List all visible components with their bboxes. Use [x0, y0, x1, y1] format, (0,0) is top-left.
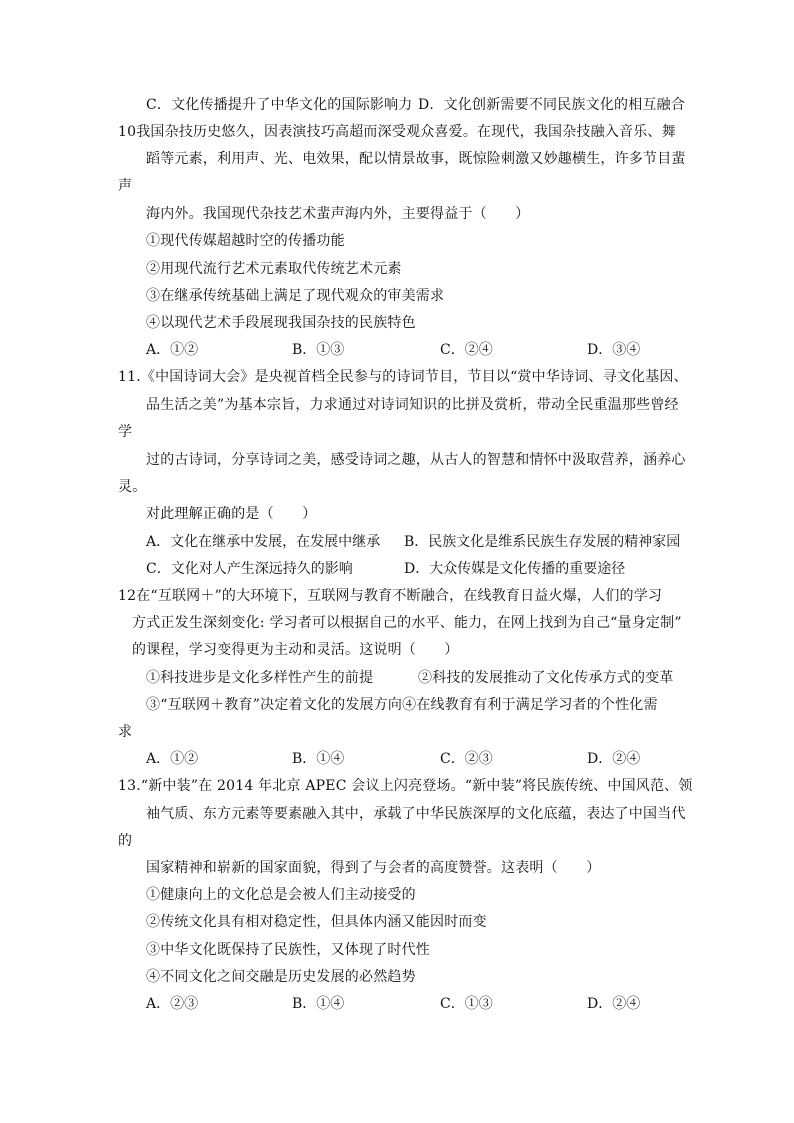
q11-stem: 学: [118, 424, 133, 440]
q12-item: ③“互联网＋教育”决定着文化的发展方向④在线教育有利于满足学习者的个性化需: [146, 697, 658, 713]
q10-option-c: C．②④: [440, 342, 493, 358]
q11-option-d: D．大众传媒是文化传播的重要途径: [404, 561, 626, 577]
q10-option-d: D．③④: [587, 342, 641, 358]
q13-stem: 13.“新中装”在 2014 年北京 APEC 会议上闪亮登场。“新中装”将民族传统、中国风范、领: [118, 778, 693, 794]
q12-option-b: B．①④: [292, 751, 345, 767]
q10-stem: 蹈等元素，利用声、光、电效果，配以情景故事，既惊险刺激又妙趣横生，许多节目蜚: [146, 151, 686, 167]
q10-stem: 海内外。我国现代杂技艺术蜚声海内外，主要得益于（ ）: [146, 206, 530, 222]
q10-option-a: A．①②: [146, 342, 199, 358]
q11-stem: 过的古诗词，分享诗词之美，感受诗词之趣，从古人的智慧和情怀中汲取营养，涵养心: [146, 452, 686, 468]
q12-item: ①科技进步是文化多样性产生的前提: [146, 670, 374, 686]
q13-option-d: D．②④: [587, 996, 641, 1012]
q11-stem: 对此理解正确的是（ ）: [146, 506, 317, 522]
q12-option-a: A．①②: [146, 751, 199, 767]
q12-option-c: C．②③: [440, 751, 493, 767]
q10-item: ③在继承传统基础上满足了现代观众的审美需求: [146, 288, 445, 304]
q10-item: ①现代传媒超越时空的传播功能: [146, 233, 345, 249]
q9-option-c: C．文化传播提升了中华文化的国际影响力: [146, 97, 413, 113]
q13-option-b: B．①④: [292, 996, 345, 1012]
q13-item: ③中华文化既保持了民族性，又体现了时代性: [146, 942, 430, 958]
q9-option-d: D．文化创新需要不同民族文化的相互融合: [418, 97, 686, 113]
q11-stem: 11.《中国诗词大会》是央视首档全民参与的诗词节目，节目以“赏中华诗词、寻文化基因、: [118, 369, 688, 385]
q10-item: ④以现代艺术手段展现我国杂技的民族特色: [146, 315, 416, 331]
q13-item: ①健康向上的文化总是会被人们主动接受的: [146, 887, 416, 903]
q13-stem: 的: [118, 833, 133, 849]
q13-stem: 国家精神和崭新的国家面貌，得到了与会者的高度赞誉。这表明（ ）: [146, 860, 601, 876]
q10-stem: 声: [118, 178, 133, 194]
q11-stem: 品生活之美”为基本宗旨，力求通过对诗词知识的比拼及赏析，带动全民重温那些曾经: [146, 397, 679, 413]
q12-stem: 方式正发生深刻变化: 学习者可以根据自己的水平、能力，在网上找到为自己“量身定制”: [132, 615, 682, 631]
q13-option-c: C．①③: [440, 996, 493, 1012]
q10-stem: 10我国杂技历史悠久，因表演技巧高超而深受观众喜爱。在现代，我国杂技融入音乐、舞: [118, 124, 676, 140]
q12-stem: 12在“互联网＋”的大环境下，互联网与教育不断融合，在线教育日益火爆，人们的学习: [118, 588, 663, 604]
q10-item: ②用现代流行艺术元素取代传统艺术元素: [146, 261, 402, 277]
q12-item: ②科技的发展推动了文化传承方式的变革: [418, 670, 674, 686]
q13-item: ②传统文化具有相对稳定性，但具体内涵又能因时而变: [146, 914, 487, 930]
q13-item: ④不同文化之间交融是历史发展的必然趋势: [146, 969, 416, 985]
q12-stem: 的课程，学习变得更为主动和灵活。这说明（ ）: [132, 642, 459, 658]
q11-stem: 灵。: [118, 479, 147, 495]
q11-option-c: C．文化对人产生深远持久的影响: [146, 561, 353, 577]
q11-option-a: A．文化在继承中发展，在发展中继承: [146, 534, 381, 550]
q13-stem: 袖气质、东方元素等要素融入其中，承载了中华民族深厚的文化底蕴，表达了中国当代: [146, 806, 686, 822]
q11-option-b: B．民族文化是维系民族生存发展的精神家园: [404, 534, 681, 550]
q10-option-b: B．①③: [292, 342, 345, 358]
q12-option-d: D．②④: [587, 751, 641, 767]
q12-item: 求: [118, 724, 133, 740]
q13-option-a: A．②③: [146, 996, 199, 1012]
